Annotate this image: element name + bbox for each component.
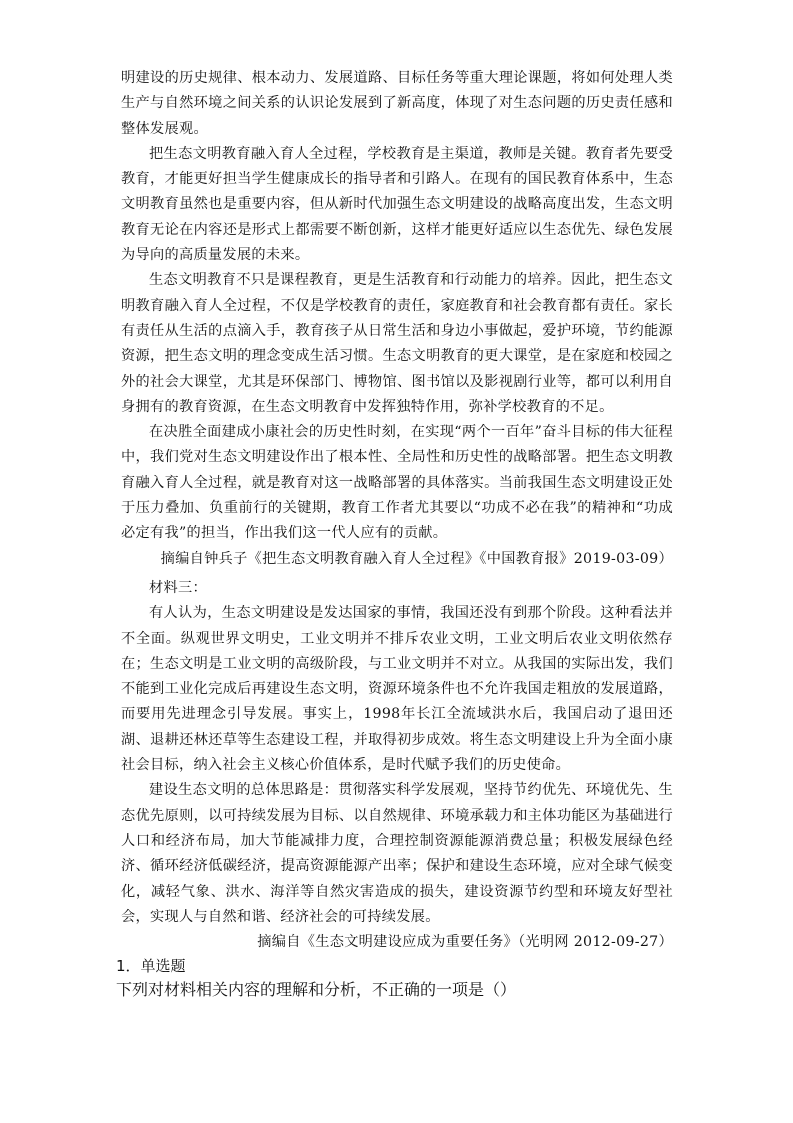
material2-paragraph: 生态文明教育不只是课程教育，更是生活教育和行动能力的培养。因此，把生态文明教育融入育人全过程，不仅是学校教育的责任，家庭教育和社会教育都有责任。家长有责任从生活的点滴入手，教育孩子从日常生活和身边小事做起，爱护环境，节约能源资源，把生态文明的理念变成生活习惯。生态文明教育的更大课堂，是在家庭和校园之外的社会大课堂，尤其是环保部门、博物馆、图书馆以及影视剧行业等，都可以利用自身拥有的教育资源，在生态文明教育中发挥独特作用，弥补学校教育的不足。 — [121, 272, 673, 415]
material2-source: 摘编自钟兵子《把生态文明教育融入育人全过程》《中国教育报》2019-03-09） — [160, 550, 673, 567]
question-block — [116, 955, 673, 1003]
question-stem: 下列对材料相关内容的理解和分析，不正确的一项是（） — [116, 980, 517, 1000]
material2-paragraph: 在决胜全面建成小康社会的历史性时刻，在实现“两个一百年”奋斗目标的伟大征程中，我们党对生态文明建设作出了根本性、全局性和历史性的战略部署。把生态文明教育融入育人全过程，就是教育对这一战略部署的具体落实。当前我国生态文明建设正处于压力叠加、负重前行的关键期，教育工作者尤其要以“功成不必在我”的精神和“功成必定有我”的担当，作出我们这一代人应有的贡献。 — [121, 424, 673, 542]
material3-paragraph: 有人认为，生态文明建设是发达国家的事情，我国还没有到那个阶段。这种看法并不全面。纵观世界文明史，工业文明并不排斥农业文明，工业文明后农业文明依然存在；生态文明是工业文明的高级阶段，与工业文明并不对立。从我国的实际出发，我们不能到工业化完成后再建设生态文明，资源环境条件也不允许我国走粗放的发展道路，而要用先进理念引导发展。事实上，1998年长江全流域洪水后，我国启动了退田还湖、退耕还林还草等生态建设工程，并取得初步成效。将生态文明建设上升为全面小康社会目标，纳入社会主义核心价值体系，是时代赋予我们的历史使命。 — [121, 605, 673, 774]
material3-paragraph: 建设生态文明的总体思路是：贯彻落实科学发展观，坚持节约优先、环境优先、生态优先原则，以可持续发展为目标、以自然规律、环境承载力和主体功能区为基础进行人口和经济布局，加大节能减排力度，合理控制资源能源消费总量；积极发展绿色经济、循环经济低碳经济，提高资源能源产出率；保护和建设生态环境，应对全球气候变化，减轻气象、洪水、海洋等自然灾害造成的损失，建设资源节约型和环境友好型社会，实现人与自然和谐、经济社会的可持续发展。 — [121, 782, 673, 925]
material2-paragraph: 把生态文明教育融入育人全过程，学校教育是主渠道，教师是关键。教育者先要受教育，才能更好担当学生健康成长的指导者和引路人。在现有的国民教育体系中，生态文明教育虽然也是重要内容，但从新时代加强生态文明建设的战略高度出发，生态文明教育无论在内容还是形式上都需要不断创新，这样才能更好适应以生态优先、绿色发展为导向的高质量发展的未来。 — [121, 145, 673, 264]
material3-heading: 材料三： — [149, 579, 207, 596]
document-page — [116, 66, 673, 1003]
material2-paragraph-continued: 明建设的历史规律、根本动力、发展道路、目标任务等重大理论课题，将如何处理人类生产与自然环境之间关系的认识论发展到了新高度，体现了对生态问题的历史责任感和整体发展观。 — [121, 70, 673, 137]
question-number: 1．单选题 — [116, 957, 186, 976]
material3-source: 摘编自《生态文明建设应成为重要任务》（光明网 2012-09-27） — [257, 934, 673, 951]
